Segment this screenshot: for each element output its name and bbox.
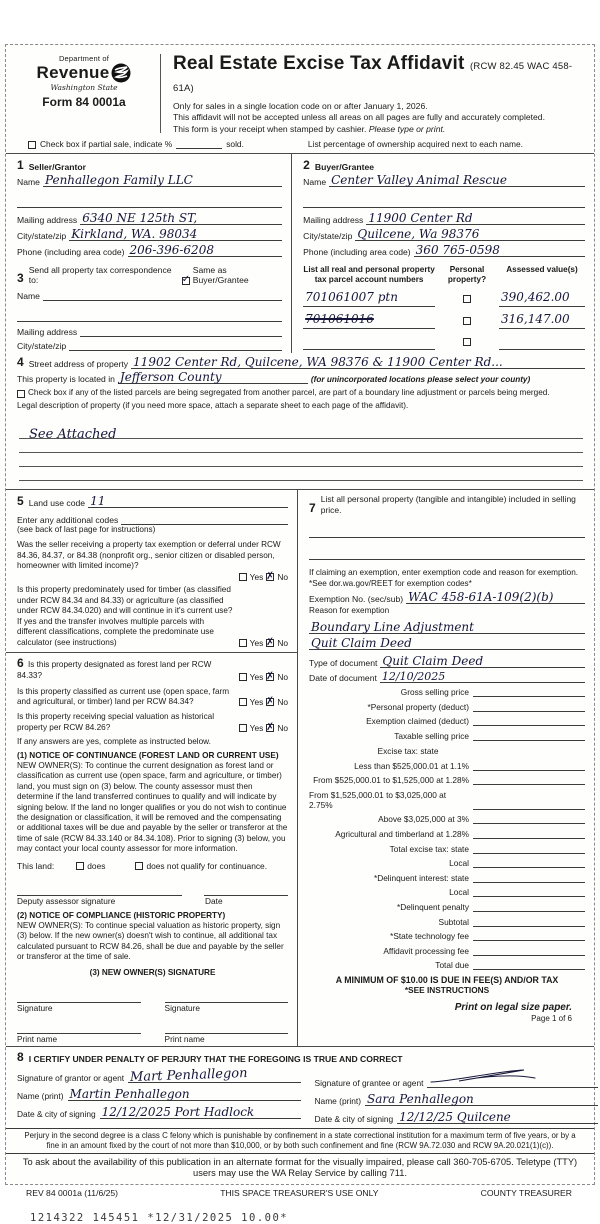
tax-label-14: *Delinquent penalty — [397, 901, 469, 912]
grantor-name-print-handwriting: Martin Penhallegon — [69, 1087, 190, 1102]
tax-label-17: Affidavit processing fee — [383, 945, 469, 956]
total-due-field[interactable] — [473, 960, 585, 970]
personal-property-header: Personal property? — [447, 265, 487, 284]
tax-label-3: Taxable selling price — [394, 731, 469, 741]
corr-city-label: City/state/zip — [17, 341, 67, 352]
parcel-list-section — [291, 259, 594, 353]
exemption-claimed-field[interactable] — [473, 716, 585, 726]
grantor-date-city-label: Date & city of signing — [17, 1109, 96, 1120]
buyer-phone-handwriting: 360 765-0598 — [415, 243, 500, 258]
tax-label-1: *Personal property (deduct) — [367, 701, 469, 712]
seller-name-field[interactable] — [43, 174, 282, 187]
seller-mailing-handwriting: 6340 NE 125th ST, — [82, 211, 198, 226]
grantor-date-city-handwriting: 12/12/2025 Port Hadlock — [101, 1105, 255, 1120]
deputy-assessor-signature-field[interactable] — [17, 885, 182, 896]
legal-description-label: Legal description of property (if you need more space, attach a separate sheet to each page of the affidavit). — [17, 401, 409, 411]
grantor-name-print-field[interactable] — [68, 1088, 301, 1101]
affidavit-page — [0, 44, 600, 1224]
forest-land-question: Is this property designated as forest land per RCW 84.33? — [17, 659, 212, 681]
land-use-label: Land use code — [28, 497, 86, 508]
page-number: Page 1 of 6 — [531, 1014, 572, 1023]
ownership-note: List percentage of ownership acquired next to each name. — [307, 139, 524, 150]
exemption-no-label: Exemption No. (sec/sub) — [309, 594, 404, 605]
tax-correspondence-section — [6, 259, 291, 353]
forest-no-label: No — [277, 671, 289, 682]
seller-city-field[interactable] — [69, 228, 282, 241]
additional-codes-field[interactable] — [121, 514, 288, 525]
seller-section — [6, 154, 291, 259]
rcw-reference: (RCW 82.45 WAC 458-61A) — [173, 61, 573, 94]
treasurer-use-only-label: THIS SPACE TREASURER'S USE ONLY — [220, 1188, 379, 1199]
gross-selling-price-field[interactable] — [473, 687, 585, 697]
parcel3-value-field[interactable] — [499, 338, 585, 350]
owner-print2-label: Print name — [164, 1034, 205, 1045]
rev-form-id: REV 84 0001a (11/6/25) — [26, 1188, 119, 1199]
doc-type-handwriting: Quit Claim Deed — [382, 653, 484, 668]
timber-no-label: No — [277, 637, 289, 648]
parcel2-value-field[interactable] — [499, 310, 585, 329]
buyer-phone-label: Phone (including area code) — [303, 247, 411, 258]
reason-line1-field[interactable] — [309, 621, 585, 634]
section7-number: 7 — [309, 501, 316, 516]
if-yes-note: If any answers are yes, complete as instructed below. — [17, 737, 211, 747]
parcel2-personal-checkbox[interactable] — [463, 317, 471, 325]
correspondence-label: Send all property tax correspondence to: — [28, 265, 172, 286]
legal-line-4[interactable] — [19, 467, 583, 481]
street-address-label: Street address of property — [28, 359, 129, 370]
footer-row — [0, 1185, 600, 1198]
form-number: Form 84 0001a — [42, 95, 126, 109]
grantor-date-city-field[interactable] — [100, 1106, 301, 1119]
parcel-row-1 — [303, 288, 585, 307]
buyer-phone-field[interactable] — [414, 244, 585, 257]
note-not-accepted: This affidavit will not be accepted unless all areas on all pages are fully and accurately completed. — [173, 112, 545, 123]
buyer-city-field[interactable] — [355, 228, 585, 241]
county-handwriting: Jefferson County — [119, 370, 222, 385]
tax-label-9: Agricultural and timberland at 1.28% — [335, 828, 469, 839]
tax-label-5: Less than $525,000.01 at 1.1% — [354, 760, 469, 771]
deferral-yes-label: Yes — [249, 572, 264, 583]
grantee-signature-field[interactable] — [427, 1069, 598, 1088]
buyer-mailing-handwriting: 11900 Center Rd — [368, 211, 473, 226]
timber-yes-label: Yes — [249, 637, 264, 648]
owner-print1-label: Print name — [17, 1034, 58, 1045]
seller-phone-field[interactable] — [128, 244, 283, 257]
county-treasurer-label: COUNTY TREASURER — [480, 1188, 572, 1199]
county-field[interactable] — [118, 371, 308, 384]
does-not-label: does not qualify for continuance. — [146, 860, 268, 871]
excise-tax-state-heading: Excise tax: state — [377, 746, 439, 756]
deputy-date-field[interactable] — [204, 885, 288, 896]
legal-line-1[interactable] — [19, 425, 583, 442]
grantor-name-print-label: Name (print) — [17, 1091, 64, 1102]
note-single-location: Only for sales in a single location code on or after January 1, 2026. — [173, 101, 428, 111]
section4-number: 4 — [17, 355, 24, 370]
does-label: does — [87, 860, 106, 871]
parcel3-number-field[interactable] — [303, 338, 435, 350]
section3-number: 3 — [17, 271, 24, 286]
header-notes — [173, 101, 584, 135]
corr-name-field[interactable] — [43, 290, 282, 301]
local-tax-field[interactable] — [473, 858, 585, 868]
section1-number: 1 — [17, 158, 24, 173]
seller-name-handwriting: Penhallegon Family LLC — [44, 173, 193, 188]
buyer-section — [291, 154, 594, 259]
total-excise-state-field[interactable] — [473, 844, 585, 854]
owner-signature1-label: Signature — [17, 1003, 53, 1014]
current-use-question: Is this property classified as current use (open space, farm and agricultural, or timber) land per RCW 84.34? — [17, 686, 230, 706]
delinquent-interest-local-field[interactable] — [473, 887, 585, 897]
grantor-signature-field[interactable] — [128, 1066, 300, 1086]
subtotal-field[interactable] — [473, 917, 585, 927]
tax-label-16: *State technology fee — [390, 931, 469, 942]
section2-number: 2 — [303, 158, 310, 173]
note-receipt: This form is your receipt when stamped by cashier. Please type or print. — [173, 123, 446, 134]
seller-heading: Seller/Grantor — [28, 162, 86, 173]
exemption-intro: If claiming an exemption, enter exemption code and reason for exemption. *See dor.wa.gov/REET for exemption codes* — [309, 568, 579, 588]
tax-label-2: Exemption claimed (deduct) — [366, 716, 469, 727]
timber-no-checkbox[interactable] — [266, 639, 274, 647]
seller-mailing-field[interactable] — [80, 212, 282, 225]
parcel1-value-handwriting: 390,462.00 — [500, 289, 570, 304]
grantor-signature-label: Signature of grantor or agent — [17, 1073, 125, 1084]
corr-mailing-label: Mailing address — [17, 327, 78, 338]
grantor-signature-handwriting: Mart Penhallegon — [129, 1066, 248, 1086]
tax-label-11: Local — [449, 858, 469, 869]
forest-yes-label: Yes — [249, 671, 264, 682]
parcel-row-2 — [303, 310, 585, 329]
doc-type-field[interactable] — [380, 655, 585, 668]
corr-mailing-field[interactable] — [80, 326, 282, 337]
form-header — [6, 45, 594, 137]
doc-type-label: Type of document — [309, 657, 378, 668]
accessibility-note: To ask about the availability of this publication in an alternate format for the visually impaired, please call 360-705-6705. Teletype (TTY) users may use the WA Relay Service by calling 711. — [22, 1156, 578, 1179]
section8-number: 8 — [17, 1050, 24, 1065]
header-divider — [160, 54, 161, 133]
legal-description-handwriting: See Attached — [29, 426, 117, 442]
tax-label-15: Subtotal — [438, 916, 469, 927]
does-not-checkbox[interactable] — [135, 862, 143, 870]
seller-mailing-label: Mailing address — [17, 215, 78, 226]
land-use-field[interactable] — [88, 495, 288, 508]
parcel3-personal-checkbox[interactable] — [463, 338, 471, 346]
segregated-checkbox[interactable] — [17, 390, 25, 398]
parcel-row-3 — [303, 332, 585, 350]
washington-state-label: Washington State — [50, 83, 118, 92]
owner-signature2-label: Signature — [164, 1003, 201, 1014]
dept-of-label: Department of — [58, 54, 110, 63]
historic-yes-label: Yes — [249, 723, 264, 734]
affidavit-processing-fee-field[interactable] — [473, 946, 585, 956]
notice-continuance-title: (1) NOTICE OF CONTINUANCE (FOREST LAND OR CURRENT USE) — [17, 750, 279, 760]
doc-date-field[interactable] — [380, 671, 585, 683]
property-address-section — [6, 353, 594, 483]
personal-property-intro: List all personal property (tangible and intangible) included in selling price. — [320, 493, 576, 515]
additional-codes-label: Enter any additional codes — [17, 514, 119, 525]
tax-label-13: Local — [449, 887, 469, 898]
parcel-numbers-header: List all real and personal property tax parcel account numbers — [303, 265, 435, 284]
reason-exemption-label: Reason for exemption — [309, 606, 390, 616]
segregated-label: Check box if any of the listed parcels are being segregated from another parcel, are part of a boundary line adjustment or parcels being merged. — [28, 388, 550, 398]
parcel2-number-handwriting: 701061016 — [305, 311, 374, 326]
same-as-buyer-checkbox[interactable] — [182, 277, 190, 285]
buyer-name2-field[interactable] — [303, 197, 585, 208]
seller-city-label: City/state/zip — [17, 231, 67, 242]
personal-property-section — [297, 490, 594, 1046]
grantee-date-city-handwriting: 12/12/25 Quilcene — [399, 1110, 511, 1125]
doc-date-handwriting: 12/10/2025 — [381, 669, 446, 683]
tax-label-8: Above $3,025,000 at 3% — [378, 814, 469, 825]
grantee-name-print-label: Name (print) — [314, 1096, 362, 1107]
notice-continuance-body: NEW OWNER(S): To continue the current designation as forest land or classification as current use (open space, farm and agriculture, or timber) land, you must sign on (3) below. The county assessor must then determine if the land transferred continues to qualify and will indicate by signing below. If the land no longer qualifies or you do not wish to continue the designation or classification, it will be removed and the compensating or additional taxes will be due and payable by the seller or transferor at the time of sale (RCW 84.33.140 or 84.34.108). Prior to signing (3) below, you may contact your local county assessor for more information. — [17, 760, 288, 854]
parcel1-number-field[interactable] — [303, 288, 435, 307]
historic-question: Is this property receiving special valuation as historical property per RCW 84.26? — [17, 712, 215, 732]
exemption-deferral-question: Was the seller receiving a property tax exemption or deferral under RCW 84.36, 84.37, or 84.38 (nonprofit org., senior citizen or disabled person, homeowner with limited income)? — [17, 540, 281, 571]
exemption-no-field[interactable] — [406, 591, 585, 604]
deputy-assessor-label: Deputy assessor signature — [17, 895, 116, 906]
grantee-signature-scribble — [429, 1069, 539, 1087]
personal-property-line2[interactable] — [309, 549, 585, 560]
parcel1-value-field[interactable] — [499, 288, 585, 307]
personal-property-line1[interactable] — [309, 527, 585, 538]
corr-name2-field[interactable] — [17, 311, 282, 322]
forest-no-checkbox[interactable] — [266, 673, 274, 681]
agricultural-rate-field[interactable] — [473, 829, 585, 839]
rate-3-field[interactable] — [473, 814, 585, 824]
partial-sale-sold-label: sold. — [226, 139, 244, 150]
personal-property-deduct-field[interactable] — [473, 702, 585, 712]
notice-compliance-title: (2) NOTICE OF COMPLIANCE (HISTORIC PROPERTY) — [17, 910, 226, 920]
tax-label-6: From $525,000.01 to $1,525,000 at 1.28% — [313, 775, 469, 786]
tax-label-10: Total excise tax: state — [389, 843, 469, 854]
notice-compliance-body: NEW OWNER(S): To continue special valuation as historic property, sign (3) below. If the new owner(s) doesn't wish to continue, all additional tax calculated pursuant to RCW 84.26, shall be due and payable by the seller or transferor at the time of sale. — [17, 921, 284, 962]
parcel2-value-handwriting: 316,147.00 — [500, 311, 570, 326]
exemption-no-handwriting: WAC 458-61A-109(2)(b) — [408, 590, 554, 605]
legal-description-area[interactable] — [17, 425, 585, 481]
owner-signature1-field[interactable] — [17, 992, 141, 1003]
seller-city-handwriting: Kirkland, WA. 98034 — [71, 227, 198, 242]
owner-print1-field[interactable] — [17, 1023, 141, 1034]
see-back-note: (see back of last page for instructions) — [17, 524, 156, 534]
historic-no-label: No — [277, 723, 289, 734]
delinquent-interest-state-field[interactable] — [473, 873, 585, 883]
same-as-buyer-label: Same as Buyer/Grantee — [192, 265, 249, 286]
deferral-yes-checkbox[interactable] — [239, 573, 247, 581]
owner-print2-field[interactable] — [165, 1023, 289, 1034]
current-use-yes-label: Yes — [249, 697, 264, 708]
reason-line1-handwriting: Boundary Line Adjustment — [311, 619, 474, 634]
partial-sale-row — [6, 137, 594, 154]
tax-label-0: Gross selling price — [400, 687, 469, 698]
assessed-value-header: Assessed value(s) — [506, 265, 578, 275]
type-or-print-note: Please type or print. — [368, 123, 446, 134]
buyer-name-field[interactable] — [329, 174, 585, 187]
buyer-name-handwriting: Center Valley Animal Rescue — [331, 173, 507, 188]
located-in-label: This property is located in — [17, 374, 115, 385]
certify-statement: I CERTIFY UNDER PENALTY OF PERJURY THAT THE FOREGOING IS TRUE AND CORRECT — [28, 1054, 403, 1065]
doc-date-label: Date of document — [309, 672, 377, 683]
partial-sale-checkbox[interactable] — [28, 141, 36, 149]
rate-2-75-field[interactable] — [473, 800, 585, 810]
historic-yes-checkbox[interactable] — [239, 724, 247, 732]
does-checkbox[interactable] — [76, 862, 84, 870]
seller-phone-handwriting: 206-396-6208 — [129, 243, 214, 258]
land-use-section — [6, 490, 297, 1046]
timber-question: Is this property predominately used for timber (as classified under RCW 84.34 and 84.33) or agriculture (as classified under RCW 84.34.020) and will continue in it's current use? If yes and the transfer involves multiple parcels with different classifications, complete the predominate use calculator (see instructions) — [17, 585, 233, 647]
current-use-yes-checkbox[interactable] — [239, 698, 247, 706]
deferral-no-label: No — [277, 572, 289, 583]
historic-no-checkbox[interactable] — [266, 724, 274, 732]
reason-line2-handwriting: Quit Claim Deed — [311, 635, 412, 650]
tax-label-7: From $1,525,000.01 to $3,025,000 at 2.75% — [309, 789, 447, 810]
perjury-statement: Perjury in the second degree is a class C felony which is punishable by confinement in a state correctional institution for a maximum term of five years, or by a fine in an amount fixed by the court of not more than $10,000, or by both such confinement and fine (RCW 9A.72.030 and RCW 9A.20.021(1)(c)). — [6, 1128, 594, 1154]
buyer-mailing-field[interactable] — [366, 212, 585, 225]
tax-label-18: Total due — [435, 960, 469, 971]
legal-line-3[interactable] — [19, 453, 583, 467]
parcel1-personal-checkbox[interactable] — [463, 295, 471, 303]
cashier-stamp: 1214322 145451 *12/31/2025 10.00* — [30, 1212, 289, 1224]
buyer-city-label: City/state/zip — [303, 231, 353, 242]
owner-signature2-field[interactable] — [165, 992, 289, 1003]
revenue-wordmark: Revenue — [36, 63, 110, 82]
new-owners-signature-title: (3) NEW OWNER(S) SIGNATURE — [89, 967, 216, 977]
deputy-date-label: Date — [205, 895, 223, 906]
buyer-mailing-label: Mailing address — [303, 215, 364, 226]
certification-section — [6, 1046, 594, 1128]
corr-name-label: Name — [17, 291, 40, 302]
taxable-selling-price-field[interactable] — [473, 731, 585, 741]
buyer-name-label: Name — [303, 177, 327, 188]
partial-sale-label: Check box if partial sale, indicate % — [40, 139, 173, 150]
grantee-date-city-field[interactable] — [397, 1111, 598, 1124]
seller-name2-field[interactable] — [17, 197, 282, 208]
grantee-signature-label: Signature of grantee or agent — [314, 1078, 424, 1089]
see-instructions-note: *SEE INSTRUCTIONS — [404, 985, 490, 996]
timber-yes-checkbox[interactable] — [239, 639, 247, 647]
buyer-city-handwriting: Quilcene, Wa 98376 — [357, 227, 480, 242]
delinquent-penalty-field[interactable] — [473, 902, 585, 912]
grantee-name-print-handwriting: Sara Penhallegon — [367, 1092, 474, 1107]
grantee-date-city-label: Date & city of signing — [314, 1114, 394, 1125]
print-legal-size-note: Print on legal size paper. — [454, 1002, 572, 1013]
seller-phone-label: Phone (including area code) — [17, 247, 125, 258]
current-use-no-label: No — [277, 697, 289, 708]
rate-1-1-field[interactable] — [473, 761, 585, 771]
form-title: Real Estate Excise Tax Affidavit (RCW 82.45 WAC 458-61A) — [173, 53, 573, 94]
land-use-handwriting: 11 — [90, 493, 106, 508]
deferral-no-checkbox[interactable] — [266, 573, 274, 581]
current-use-no-checkbox[interactable] — [266, 698, 274, 706]
dor-swirl-icon — [111, 63, 131, 83]
state-technology-fee-field[interactable] — [473, 931, 585, 941]
section6-number: 6 — [17, 655, 24, 670]
reason-line2-field[interactable] — [309, 637, 585, 650]
forest-yes-checkbox[interactable] — [239, 673, 247, 681]
seller-name-label: Name — [17, 177, 40, 188]
corr-city-field[interactable] — [69, 340, 282, 351]
dor-logo — [20, 52, 148, 135]
street-address-handwriting: 11902 Center Rd, Quilcene, WA 98376 & 11900 Center Rd... — [133, 355, 503, 370]
this-land-label: This land: — [17, 860, 55, 871]
parcel1-number-handwriting: 701061007 ptn — [305, 289, 398, 304]
buyer-heading: Buyer/Grantee — [314, 162, 375, 173]
unincorporated-note: (for unincorporated locations please select your county) — [310, 375, 531, 385]
street-address-field[interactable] — [131, 356, 585, 369]
grantee-name-print-field[interactable] — [365, 1093, 598, 1106]
tax-label-12: *Delinquent interest: state — [373, 872, 469, 883]
rate-1-28-field[interactable] — [473, 775, 585, 785]
partial-sale-percent-field[interactable] — [176, 138, 222, 149]
section5-number: 5 — [17, 493, 24, 508]
parcel2-number-field[interactable] — [303, 310, 435, 329]
minimum-due-note: A MINIMUM OF $10.00 IS DUE IN FEE(S) AND/OR TAX — [335, 975, 559, 986]
